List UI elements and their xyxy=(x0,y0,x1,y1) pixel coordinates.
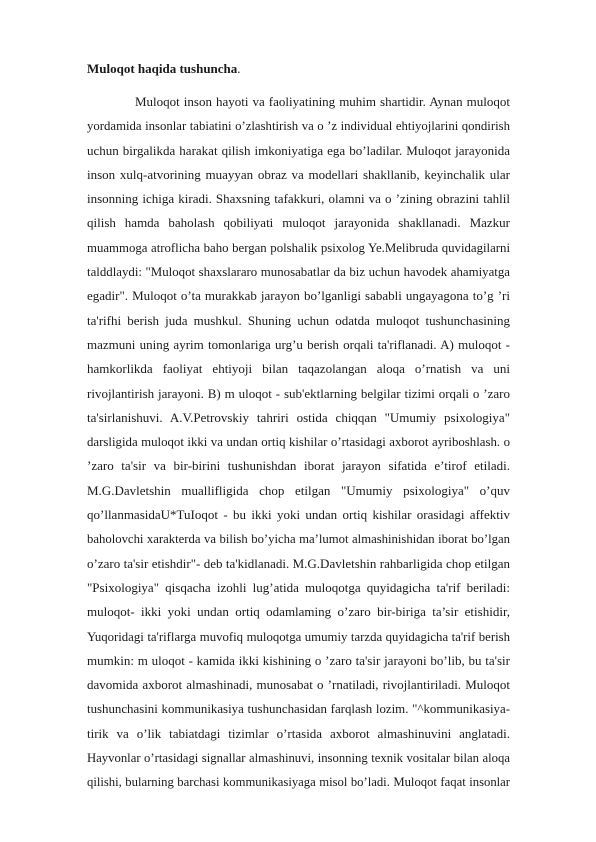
paragraph-line: ta'sirlanishuvi. A.V.Petrovskiy tahriri ostida chiqqan "Umumiy psixologiya" xyxy=(87,409,510,425)
paragraph-line: egadir". Muloqot o’ta murakkab jarayon bo’lganligi sababli ungayagona to’g ’ri xyxy=(87,288,510,304)
paragraph-line: muammoga atroflicha baho bergan polshalik psixolog Ye.Melibruda quvidagilarni xyxy=(87,240,510,255)
paragraph-line: uchun birgalikda harakat qilish imkoniyatiga ega bo’ladilar. Muloqot jarayonida xyxy=(87,142,510,158)
heading-period: . xyxy=(237,61,241,76)
paragraph-line: M.G.Davletshin muallifligida chop etilgan "Umumiy psixologiya" o’quv xyxy=(87,482,510,498)
paragraph-line: inson xulq-atvorining muayyan obraz va modellari shakllanib, keyinchalik ular xyxy=(87,166,510,182)
paragraph-line: ’zaro ta'sir va bir-birini tushunishdan iborat jarayon sifatida e’tirof etiladi. xyxy=(87,458,510,474)
paragraph-line: qilishi, bularning barchasi kommunikasiyaga misol bo’ladi. Muloqot faqat insonlar xyxy=(87,775,510,790)
paragraph-line: darsligida muloqot ikki va undan ortiq kishilar o’rtasidagi axborot ayriboshlash. o xyxy=(87,435,510,450)
paragraph-line: Hayvonlar o’rtasidagi signallar almashinuvi, insonning texnik vositalar bilan aloqa xyxy=(87,751,510,766)
paragraph-line: baholovchi xarakterda va bilish bo’yicha ma’lumot almashinishidan iborat bo’lgan xyxy=(87,532,510,547)
paragraph-line: qilish hamda baholash qobiliyati muloqot jarayonida shakllanadi. Mazkur xyxy=(87,215,510,231)
paragraph-line: yordamida insonlar tabiatini o’zlashtirish va o ’z individual ehtiyojlarini qondirish xyxy=(87,119,510,134)
paragraph-line: qo’llanmasidaU*TuIoqot - bu ikki yoki undan ortiq kishilar orasidagi affektiv xyxy=(87,507,510,523)
paragraph-line: Muloqot inson hayoti va faoliyatining muhim shartidir. Aynan muloqot xyxy=(135,94,510,109)
paragraph-line: talddlaydi: "Muloqot shaxslararo munosabatlar da biz uchun havodek ahamiyatga xyxy=(87,265,510,280)
paragraph-line: rivojlantirish jarayoni. B) m uloqot - sub'ektlarning belgilar tizimi orqali o ’zaro xyxy=(87,385,510,401)
paragraph-line: hamkorlikda faoliyat ehtiyoji bilan taqazolangan aloqa o’rnatish va uni xyxy=(87,361,510,377)
heading-text: Muloqot haqida tushuncha xyxy=(87,61,238,76)
body-paragraph xyxy=(87,90,510,795)
paragraph-line: insonning ichiga kiradi. Shaxsning tafakkuri, olamni va o ’zining obrazini tahlil xyxy=(87,191,510,207)
paragraph-line: davomida axborot almashinadi, munosabat o ’rnatiladi, rivojlantiriladi. Muloqot xyxy=(87,677,510,693)
paragraph-line: ta'rifhi berish juda mushkul. Shuning uchun odatda muloqot tushunchasining xyxy=(87,312,510,328)
paragraph-line: tirik va o’lik tabiatdagi tizimlar o’rtasida axborot almashinuvini anglatadi. xyxy=(87,725,510,741)
paragraph-line: mumkin: m uloqot - kamida ikki kishining o ’zaro ta'sir jarayoni bo’lib, bu ta'sir xyxy=(87,652,510,668)
section-heading xyxy=(87,61,241,77)
paragraph-line: o’zaro ta'sir etishdir"- deb ta'kidlanadi. M.G.Davletshin rahbarligida chop etilgan xyxy=(87,555,510,571)
paragraph-line: "Psixologiya" qisqacha izohli lug’atida muloqotga quyidagicha ta'rif beriladi: xyxy=(87,579,510,595)
paragraph-line: Yuqoridagi ta'riflarga muvofiq muloqotga umumiy tarzda quyidagicha ta'rif berish xyxy=(87,629,510,644)
paragraph-line: muloqot- ikki yoki undan ortiq odamlaming o’zaro bir-biriga ta’sir etishidir, xyxy=(87,604,510,620)
paragraph-line: mazmuni uning ayrim tomonlariga urg’u berish orqali ta'riflanadi. A) muloqot - xyxy=(87,336,510,352)
paragraph-line: tushunchasini kommunikasiya tushunchasidan farqlash lozim. "^kommunikasiya- xyxy=(87,702,510,717)
